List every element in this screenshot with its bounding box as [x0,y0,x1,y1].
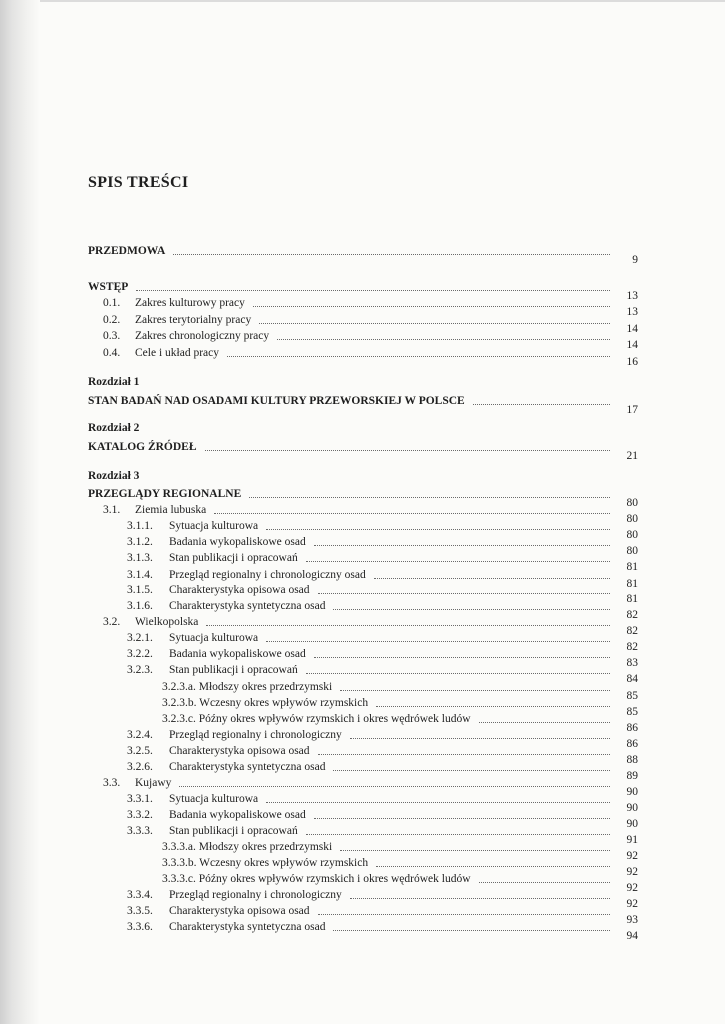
toc-entry-page-number: 16 [626,356,638,368]
toc-entry-label: 3.1.1. Sytuacja kulturowa [127,520,259,532]
toc-entry-number: 3.2. [103,616,121,628]
dot-leader [333,609,610,610]
toc-entry-label: 3.1.2. Badania wykopaliskowe osad [127,536,306,548]
toc-entry-page-number: 80 [626,545,638,557]
toc-entry-page-number: 82 [626,625,638,637]
dot-leader [340,850,610,851]
dot-leader [206,625,610,626]
toc-entry [103,615,638,637]
toc-entry-number: 3.2.1. [127,632,153,644]
toc-entry-page-number: 81 [626,593,638,605]
toc-entry-page-number: 93 [626,914,638,926]
toc-entry-page-number: 17 [626,404,638,416]
toc-entry-label: 3.1.5. Charakterystyka opisowa osad [127,584,310,596]
toc-entry-label: WSTĘP [88,281,129,293]
toc-entry [127,920,638,942]
toc-entry-page-number: 91 [626,834,638,846]
toc-entry-number: 0.2. [103,314,121,326]
toc-entry-page-number: 94 [626,930,638,942]
dot-leader [350,898,610,899]
toc-entry-number: 0.4. [103,347,121,359]
dot-leader [179,786,610,787]
toc-entry-page-number: 81 [626,578,638,590]
dot-leader [318,593,610,594]
dot-leader [318,914,610,915]
toc-entry-number: 3.3.1. [127,793,153,805]
toc-entry-label: 3.3.3. Stan publikacji i opracowań [127,825,298,837]
dot-leader [306,673,610,674]
toc-entry [127,888,638,910]
toc-entry [127,904,638,926]
toc-entry-page-number: 92 [626,866,638,878]
toc-entry-label: 3.1.6. Charakterystyka syntetyczna osad [127,600,326,612]
dot-leader [266,529,610,530]
dot-leader [340,690,610,691]
toc-entry [127,631,638,653]
toc-entry [103,296,638,318]
toc-entry-number: 3.2.3. [127,664,153,676]
chapter-1-heading: Rozdział 1 [88,376,140,388]
toc-entry-label: 3.3.3.c. Późny okres wpływów rzymskich i okres wędrówek ludów [162,873,471,885]
toc-entry-label: 3.2.4. Przegląd regionalny i chronologiczny [127,729,342,741]
dot-leader [136,290,610,291]
dot-leader [318,754,610,755]
dot-leader [333,770,610,771]
toc-entry-page-number: 85 [626,690,638,702]
toc-entry [103,776,638,798]
toc-entry [88,280,638,302]
toc-entry-page-number: 9 [632,254,638,266]
toc-entry-label: 3.2.1. Sytuacja kulturowa [127,632,259,644]
toc-entry-page-number: 14 [626,323,638,335]
toc-entry-label: STAN BADAŃ NAD OSADAMI KULTURY PRZEWORSKIEJ W POLSCE [88,395,465,407]
toc-entry-number: 3.1. [103,504,121,516]
toc-entry-label: 0.1. Zakres kulturowy pracy [103,297,245,309]
toc-entry-number: 3.3.2. [127,809,153,821]
toc-entry-label: PRZEGLĄDY REGIONALNE [88,488,242,500]
page-title: SPIS TREŚCI [88,174,189,191]
toc-entry-label: 3.3.5. Charakterystyka opisowa osad [127,905,310,917]
toc-entry [127,599,638,621]
toc-entry-label: 3.2.2. Badania wykopaliskowe osad [127,648,306,660]
toc-entry [127,663,638,685]
toc-entry-number: 3.1.5. [127,584,153,596]
toc-entry-page-number: 13 [626,290,638,302]
toc-entry-label: 3.2.5. Charakterystyka opisowa osad [127,745,310,757]
toc-entry-number: 3.3.3. [127,825,153,837]
toc-entry [162,856,638,878]
dot-leader [479,722,610,723]
toc-entry [127,519,638,541]
toc-entry-number: 3.1.2. [127,536,153,548]
toc-entry-page-number: 86 [626,722,638,734]
toc-entry [127,760,638,782]
toc-entry-number: 3.1.4. [127,569,153,581]
dot-leader [306,834,610,835]
toc-entry-page-number: 90 [626,818,638,830]
dot-leader [314,818,610,819]
toc-entry-label: 3.3.2. Badania wykopaliskowe osad [127,809,306,821]
dot-leader [376,706,610,707]
toc-entry-label: 3.1.3. Stan publikacji i opracowań [127,552,298,564]
dot-leader [473,404,610,405]
toc-entry-label: 3.2.3.b. Wczesny okres wpływów rzymskich [162,697,369,709]
toc-entry-number: 3.1.1. [127,520,153,532]
toc-entry [162,696,638,718]
toc-entry [88,244,638,266]
toc-entry-label: 3.2.6. Charakterystyka syntetyczna osad [127,761,326,773]
toc-entry [103,503,638,525]
toc-entry-number: 3.2.5. [127,745,153,757]
toc-entry-label: 0.2. Zakres terytorialny pracy [103,314,252,326]
toc-entry-label: 3.1.4. Przegląd regionalny i chronologiczny osad [127,569,366,581]
toc-entry-number: 3.1.3. [127,552,153,564]
toc-entry-label: 3.3.1. Sytuacja kulturowa [127,793,259,805]
toc-entry-number: 3.2.2. [127,648,153,660]
toc-entry-number: 3.3.5. [127,905,153,917]
toc-entry [103,313,638,335]
toc-entry-label: 3.3. Kujawy [103,777,172,789]
toc-entry-page-number: 92 [626,882,638,894]
toc-entry-number: 3.3.6. [127,921,153,933]
toc-entry [88,487,638,509]
toc-entry [103,329,638,351]
dot-leader [259,323,610,324]
toc-entry-label: 3.3.4. Przegląd regionalny i chronologiczny [127,889,342,901]
dot-leader [205,450,610,451]
toc-entry-page-number: 88 [626,754,638,766]
dot-leader [214,513,610,514]
toc-entry [88,440,638,462]
toc-entry-label: 3.2. Wielkopolska [103,616,199,628]
dot-leader [314,657,610,658]
toc-entry-label: PRZEDMOWA [88,245,166,257]
toc-entry-label: 3.3.3.a. Młodszy okres przedrzymski [162,841,333,853]
toc-entry-label: 3.1. Ziemia lubuska [103,504,207,516]
toc-entry [162,680,638,702]
dot-leader [227,356,610,357]
toc-entry-page-number: 81 [626,561,638,573]
toc-entry-number: 3.2.4. [127,729,153,741]
toc-entry [103,346,638,368]
dot-leader [479,882,610,883]
toc-entry-page-number: 80 [626,497,638,509]
toc-entry-number: 3.3. [103,777,121,789]
toc-entry-label: 3.2.3. Stan publikacji i opracowań [127,664,298,676]
toc-entry-page-number: 89 [626,770,638,782]
dot-leader [374,578,610,579]
toc-entry [162,872,638,894]
toc-entry [127,535,638,557]
page-gutter-shadow [0,0,40,1024]
toc-entry [88,394,638,416]
toc-entry [127,792,638,814]
toc-entry-label: 3.3.6. Charakterystyka syntetyczna osad [127,921,326,933]
dot-leader [350,738,610,739]
toc-entry-page-number: 84 [626,673,638,685]
toc-entry-label: 3.3.3.b. Wczesny okres wpływów rzymskich [162,857,369,869]
toc-entry [127,728,638,750]
toc-entry-label: 3.2.3.a. Młodszy okres przedrzymski [162,681,333,693]
toc-entry-page-number: 90 [626,802,638,814]
dot-leader [173,254,610,255]
toc-entry [127,551,638,573]
toc-entry [127,647,638,669]
toc-entry-label: 3.2.3.c. Późny okres wpływów rzymskich i okres wędrówek ludów [162,713,471,725]
toc-entry-label: KATALOG ŹRÓDEŁ [88,441,197,453]
toc-entry-page-number: 80 [626,529,638,541]
dot-leader [266,641,610,642]
toc-entry-number: 3.1.6. [127,600,153,612]
toc-entry [162,712,638,734]
toc-entry-page-number: 80 [626,513,638,525]
toc-entry-page-number: 92 [626,898,638,910]
dot-leader [249,497,610,498]
toc-entry-page-number: 92 [626,850,638,862]
toc-entry-label: 0.3. Zakres chronologiczny pracy [103,330,270,342]
toc-entry [162,840,638,862]
toc-entry [127,808,638,830]
page-top-edge [40,0,725,2]
toc-entry-page-number: 85 [626,706,638,718]
chapter-2-heading: Rozdział 2 [88,422,140,434]
toc-entry-page-number: 13 [626,306,638,318]
toc-entry-page-number: 14 [626,339,638,351]
toc-entry-page-number: 83 [626,657,638,669]
toc-entry-page-number: 82 [626,641,638,653]
toc-entry [127,824,638,846]
toc-entry-page-number: 21 [626,450,638,462]
dot-leader [306,561,610,562]
dot-leader [314,545,610,546]
toc-entry [127,583,638,605]
toc-entry-page-number: 86 [626,738,638,750]
toc-entry-number: 0.1. [103,297,121,309]
chapter-3-heading: Rozdział 3 [88,470,140,482]
toc-entry-label: 0.4. Cele i układ pracy [103,347,219,359]
dot-leader [333,930,610,931]
toc-entry-page-number: 90 [626,786,638,798]
dot-leader [376,866,610,867]
dot-leader [266,802,610,803]
toc-entry [127,744,638,766]
dot-leader [277,339,610,340]
toc-entry-number: 0.3. [103,330,121,342]
toc-entry-number: 3.2.6. [127,761,153,773]
dot-leader [253,306,610,307]
toc-entry-page-number: 82 [626,609,638,621]
toc-entry-number: 3.3.4. [127,889,153,901]
